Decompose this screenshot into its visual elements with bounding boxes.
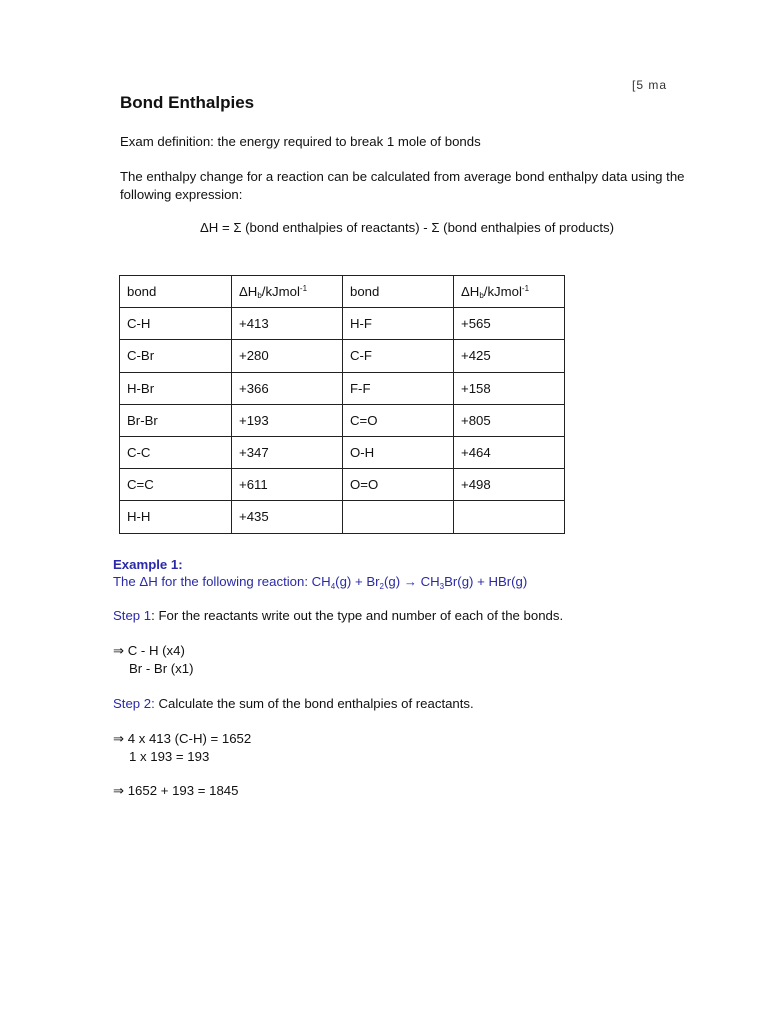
bond-name-cell: C-F (343, 340, 454, 372)
bond-name-cell: H-F (343, 308, 454, 340)
reaction-part-1: The ΔH for the following reaction: CH (113, 574, 331, 589)
table-row (120, 372, 565, 404)
bond-name-cell (343, 501, 454, 533)
header-enthalpy-1-sup: -1 (299, 283, 308, 293)
bond-name-cell: Br-Br (120, 404, 232, 436)
bond-enthalpy-cell: +464 (454, 436, 565, 468)
example-heading: Example 1: (113, 557, 183, 572)
header-enthalpy-2-unit: /kJmol (483, 283, 522, 299)
bond-name-cell: C=O (343, 404, 454, 436)
header-enthalpy-2-sub: b (479, 290, 484, 300)
bond-enthalpy-cell: +366 (232, 372, 343, 404)
bond-enthalpy-cell: +425 (454, 340, 565, 372)
bond-enthalpy-cell: +565 (454, 308, 565, 340)
bond-enthalpy-cell: +193 (232, 404, 343, 436)
header-bond-2: bond (343, 276, 454, 308)
header-enthalpy-2 (454, 276, 565, 308)
bond-name-cell: C=C (120, 469, 232, 501)
bond-enthalpy-cell (454, 501, 565, 533)
table-row (120, 436, 565, 468)
example-reaction (113, 573, 527, 596)
corner-mark: [5 ma (632, 78, 668, 92)
table-header-row (120, 276, 565, 308)
table-row (120, 501, 565, 533)
header-enthalpy-1-symbol: ΔH (239, 283, 258, 299)
step-2-total: ⇒ 1652 + 193 = 1845 (113, 783, 239, 798)
table-row (120, 308, 565, 340)
step-1 (113, 607, 563, 625)
bond-name-cell: H-Br (120, 372, 232, 404)
bond-enthalpy-cell: +435 (232, 501, 343, 533)
header-enthalpy-1-unit: /kJmol (261, 283, 300, 299)
bond-enthalpy-cell: +413 (232, 308, 343, 340)
bond-enthalpy-table (119, 275, 565, 534)
reaction-part-3: (g) → CH (383, 574, 440, 589)
header-enthalpy-1-sub: b (257, 290, 262, 300)
bond-enthalpy-cell: +805 (454, 404, 565, 436)
table-row (120, 340, 565, 372)
bond-name-cell: O-H (343, 436, 454, 468)
reaction-part-2: (g) + Br (335, 574, 380, 589)
exam-definition: Exam definition: the energy required to break 1 mole of bonds (120, 134, 481, 149)
bond-enthalpy-cell: +158 (454, 372, 565, 404)
header-bond-1: bond (120, 276, 232, 308)
intro-paragraph: The enthalpy change for a reaction can be calculated from average bond enthalpy data using the following expression: (120, 169, 685, 202)
header-enthalpy-2-sup: -1 (521, 283, 530, 293)
header-enthalpy-2-symbol: ΔH (461, 283, 480, 299)
reaction-sub-1: 4 (330, 582, 336, 591)
bond-enthalpy-cell: +280 (232, 340, 343, 372)
example-title (113, 556, 183, 574)
step-2-line-1: ⇒ 4 x 413 (C-H) = 1652 (113, 731, 252, 746)
table-row (120, 404, 565, 436)
reaction-part-4: Br(g) + HBr(g) (444, 574, 528, 589)
bond-name-cell: C-H (120, 308, 232, 340)
table-row (120, 469, 565, 501)
step-1-line-1: ⇒ C - H (x4) (113, 643, 185, 658)
page-title: Bond Enthalpies (120, 93, 255, 112)
bond-enthalpy-cell: +498 (454, 469, 565, 501)
bond-enthalpy-cell: +611 (232, 469, 343, 501)
bond-name-cell: C-C (120, 436, 232, 468)
bond-name-cell: F-F (343, 372, 454, 404)
step-1-text: : For the reactants write out the type and number of each of the bonds. (151, 608, 564, 623)
step-2-label: Step 2: (113, 696, 155, 711)
bond-name-cell: C-Br (120, 340, 232, 372)
header-enthalpy-1 (232, 276, 343, 308)
bond-enthalpy-cell: +347 (232, 436, 343, 468)
step-1-label: Step 1 (113, 608, 152, 623)
bond-name-cell: O=O (343, 469, 454, 501)
enthalpy-expression: ΔH = Σ (bond enthalpies of reactants) - Σ (bond enthalpies of products) (199, 220, 614, 235)
step-1-line-2: Br - Br (x1) (129, 661, 194, 676)
reaction-sub-2: 2 (379, 582, 384, 591)
step-2-text: Calculate the sum of the bond enthalpies of reactants. (154, 696, 474, 711)
step-2-line-2: 1 x 193 = 193 (129, 749, 210, 764)
step-2 (113, 695, 474, 713)
bond-name-cell: H-H (120, 501, 232, 533)
reaction-sub-3: 3 (439, 582, 445, 591)
